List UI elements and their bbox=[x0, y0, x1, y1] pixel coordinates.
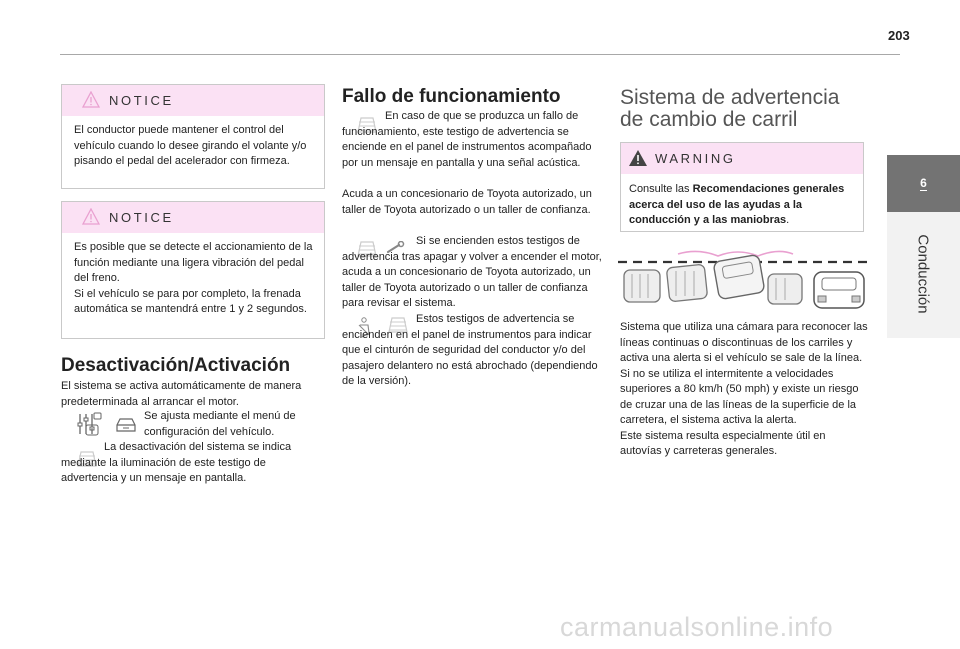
notice-box-1 bbox=[61, 84, 325, 189]
info-icon bbox=[85, 424, 99, 436]
lane-heading bbox=[620, 87, 839, 131]
lane-heading-line1: Sistema de advertencia bbox=[620, 86, 840, 109]
car-icon bbox=[666, 264, 707, 302]
warning-suffix: . bbox=[786, 214, 790, 226]
notice-box-2 bbox=[61, 201, 325, 339]
lane-p1: Sistema que utiliza una cámara para reconocer las líneas continuas o discontinuas de los carriles y activa una alerta si el vehículo se sale de la línea. bbox=[620, 321, 868, 364]
malfunction-p2: Acuda a un concesionario de Toyota autorizado, un taller de Toyota autorizado o un taller de confianza. bbox=[342, 188, 592, 216]
warning-bold: Recomendaciones generales acerca del uso de las ayudas a la conducción y a las maniobras bbox=[629, 183, 845, 226]
warning-box bbox=[620, 142, 864, 232]
warning-body bbox=[629, 182, 857, 229]
deactivation-intro: El sistema se activa automáticamente de manera predeterminada al arrancar el motor. bbox=[61, 380, 302, 408]
warning-prefix: Consulte las bbox=[629, 183, 693, 195]
notice-header-1 bbox=[62, 85, 324, 116]
lane-description bbox=[620, 320, 870, 460]
notice-body-2-line1: Es posible que se detecte el accionamiento de la función mediante una ligera vibración del pedal del freno. bbox=[74, 241, 313, 284]
malfunction-p1: En caso de que se produzca un fallo de funcionamiento, este testigo de advertencia se enciende en el panel de instrumentos acompañado por un mensaje en pantalla y una señal acústica. bbox=[342, 110, 592, 169]
chapter-label-wrap bbox=[911, 214, 935, 334]
car-icon bbox=[624, 270, 660, 302]
notice-header-2 bbox=[62, 202, 324, 233]
warning-triangle-icon bbox=[82, 208, 100, 225]
chapter-label: Conducción bbox=[914, 234, 932, 314]
watermark: carmanualsonline.info bbox=[560, 612, 834, 642]
car-settings-icon bbox=[114, 416, 138, 434]
car-icon bbox=[814, 272, 864, 308]
header-divider bbox=[60, 54, 900, 55]
malfunction-p4: Estos testigos de advertencia se encienden en el panel de instrumentos para indicar que el cinturón de seguridad del conductor y/o del pasajero delantero no está abrochado (dependiendo de la versión). bbox=[342, 313, 598, 387]
car-icon bbox=[713, 254, 765, 299]
chapter-tab[interactable] bbox=[887, 155, 960, 212]
page-number: 203 bbox=[888, 28, 910, 43]
lane-heading-line2: de cambio de carril bbox=[620, 108, 798, 131]
malfunction-p3: Si se encienden estos testigos de advertencia tras apagar y volver a encender el motor, acuda a un concesionario de Toyota autorizado, un taller de Toyota autorizado o un taller de confianza para revisar el sistema. bbox=[342, 235, 602, 309]
notice-body-2 bbox=[74, 240, 316, 318]
notice-body-1: El conductor puede mantener el control del vehículo cuando lo desee girando el volante y/o pisando el pedal del acelerador con firmeza. bbox=[74, 124, 307, 167]
lane-p2: Si no se utiliza el intermitente a velocidades superiores a 80 km/h (50 mph) y existe un riesgo de cruzar una de las líneas de la superficie de la carretera, el sistema activa la alerta. bbox=[620, 367, 859, 426]
deactivation-heading: Desactivación/Activación bbox=[61, 355, 291, 376]
warning-triangle-icon bbox=[82, 91, 100, 108]
lane-departure-illustration bbox=[618, 244, 873, 312]
warning-triangle-filled-icon bbox=[628, 149, 648, 167]
car-icon bbox=[768, 274, 802, 304]
deactivation-menu-text: Se ajusta mediante el menú de configuración del vehículo. bbox=[144, 410, 296, 438]
deactivation-lamp-text: La desactivación del sistema se indica mediante la iluminación de este testigo de advertencia y un mensaje en pantalla. bbox=[61, 441, 292, 484]
notice-body-2-line2: Si el vehículo se para por completo, la frenada automática se mantendrá entre 1 y 2 segundos. bbox=[74, 287, 307, 315]
notice-title-2: NOTICE bbox=[109, 210, 174, 225]
warning-header bbox=[621, 143, 863, 174]
notice-title-1: NOTICE bbox=[109, 93, 174, 108]
chapter-number: 6 bbox=[920, 176, 927, 190]
malfunction-heading: Fallo de funcionamiento bbox=[342, 86, 561, 107]
lane-p3: Este sistema resulta especialmente útil en autovías y carreteras generales. bbox=[620, 429, 826, 457]
warning-title: WARNING bbox=[655, 151, 736, 166]
